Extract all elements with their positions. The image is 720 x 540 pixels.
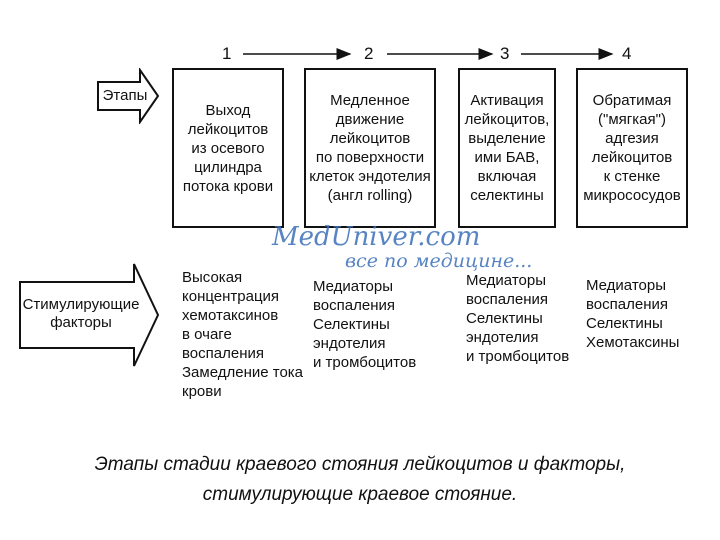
factors-column-3: Медиаторы воспаления Селектины эндотелия и тромбоцитов xyxy=(466,272,570,365)
factors-label: Стимулирующие факторы xyxy=(22,296,140,331)
step-number-3: 3 xyxy=(500,44,510,63)
step-number-2: 2 xyxy=(364,44,374,63)
watermark-brand: MedUniver.com xyxy=(272,222,481,252)
step-box-3: Активация лейкоцитов, выделение ими БАВ, включая селектины xyxy=(458,68,556,228)
step-box-1: Выход лейкоцитов из осевого цилиндра потока крови xyxy=(172,68,284,228)
step-box-4: Обратимая ("мягкая") адгезия лейкоцитов к стенке микрососудов xyxy=(576,68,688,228)
figure-caption: Этапы стадии краевого стояния лейкоцитов и факторы, стимулирующие краевое стояние. xyxy=(94,454,626,505)
factors-column-2: Медиаторы воспаления Селектины эндотелия и тромбоцитов xyxy=(313,278,417,371)
factors-column-1: Высокая концентрация хемотаксинов в очаге воспаления Замедление тока крови xyxy=(182,269,304,400)
watermark-slogan: все по медицине... xyxy=(345,250,533,272)
stages-label: Этапы xyxy=(102,87,148,104)
step-number-4: 4 xyxy=(622,44,632,63)
timeline-arrows xyxy=(0,0,720,70)
step-box-2: Медленное движение лейкоцитов по поверхности клеток эндотелия (англ rolling) xyxy=(304,68,436,228)
factors-column-4: Медиаторы воспаления Селектины Хемотаксины xyxy=(586,277,680,351)
step-number-1: 1 xyxy=(222,44,232,63)
